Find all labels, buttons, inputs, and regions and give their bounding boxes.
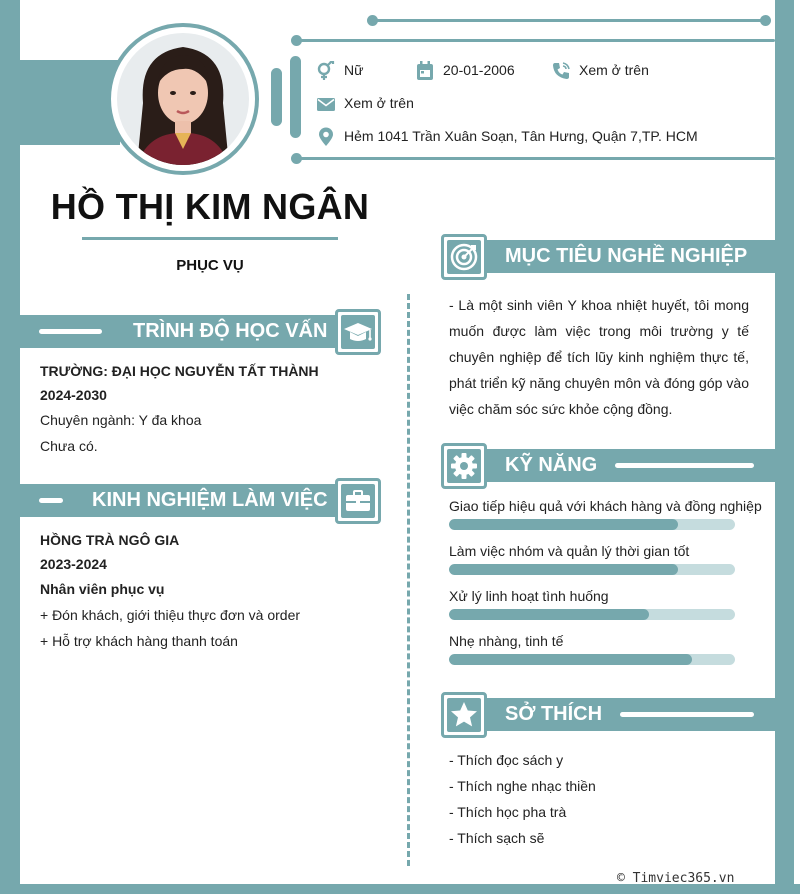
graduation-cap-icon (341, 315, 375, 349)
education-years: 2024-2030 (40, 387, 107, 403)
experience-duty: + Hỗ trợ khách hàng thanh toán (40, 633, 238, 649)
phone-icon (551, 61, 571, 81)
gear-icon (447, 449, 481, 483)
hobby-item: - Thích đọc sách y (449, 752, 564, 768)
skills-icon-box (441, 443, 487, 489)
experience-company: HỒNG TRÀ NGÔ GIA (40, 532, 180, 548)
experience-bar-line (39, 498, 63, 503)
briefcase-icon (341, 484, 375, 518)
footer-credit[interactable]: © Timviec365.vn (617, 871, 735, 886)
skill-label: Xử lý linh hoạt tình huống (449, 588, 609, 604)
skill-bar (449, 519, 735, 530)
hobbies-bar-line (620, 712, 754, 717)
experience-icon-box (335, 478, 381, 524)
header-top-line (372, 19, 770, 22)
frame-right (775, 0, 794, 894)
header-dot (760, 15, 771, 26)
hobby-item: - Thích nghe nhạc thiền (449, 778, 596, 794)
header-line (296, 157, 775, 160)
hobbies-title: SỞ THÍCH (505, 703, 603, 725)
mail-icon (316, 94, 336, 114)
skill-label: Giao tiếp hiệu quả với khách hàng và đồng nghiệp (449, 498, 762, 514)
skills-title: KỸ NĂNG (505, 454, 598, 476)
hobby-item: - Thích sạch sẽ (449, 830, 545, 846)
skill-bar (449, 609, 735, 620)
skill-bar (449, 654, 735, 665)
experience-role: Nhân viên phục vụ (40, 581, 165, 597)
calendar-icon (415, 61, 435, 81)
objective-text: - Là một sinh viên Y khoa nhiệt huyết, tôi mong muốn được làm việc trong môi trường y tế chuyên nghiệp để tích lũy kinh nghiệm thực tế, phát triển kỹ năng chuyên môn và đóng góp vào việc chăm sóc sức khỏe cộng đồng. (449, 297, 749, 417)
objective-icon-box (441, 234, 487, 280)
education-school: TRƯỜNG: ĐẠI HỌC NGUYỄN TẤT THÀNH (40, 363, 319, 379)
experience-title: KINH NGHIỆM LÀM VIỆC (92, 489, 328, 511)
education-title: TRÌNH ĐỘ HỌC VẤN (133, 320, 328, 342)
email-text: Xem ở trên (344, 95, 414, 111)
header-dot (291, 153, 302, 164)
star-icon (447, 698, 481, 732)
name-underline (82, 237, 338, 240)
education-note: Chưa có. (40, 438, 98, 454)
header-pill (290, 56, 301, 138)
header-band (0, 60, 120, 145)
skill-bar (449, 564, 735, 575)
location-icon (316, 127, 336, 147)
column-divider (407, 294, 410, 866)
education-bar-line (39, 329, 102, 334)
avatar-frame (107, 23, 259, 175)
header-dot (367, 15, 378, 26)
skill-label: Nhẹ nhàng, tinh tế (449, 633, 564, 649)
phone-text: Xem ở trên (579, 62, 649, 78)
header-pill (271, 68, 282, 126)
experience-duty: + Đón khách, giới thiệu thực đơn và order (40, 607, 301, 623)
experience-years: 2023-2024 (40, 556, 107, 572)
skill-bar-fill (449, 609, 649, 620)
hobby-item: - Thích học pha trà (449, 804, 567, 820)
candidate-position: PHỤC VỤ (176, 257, 244, 274)
hobbies-icon-box (441, 692, 487, 738)
header-line (296, 39, 775, 42)
education-icon-box (335, 309, 381, 355)
skill-label: Làm việc nhóm và quản lý thời gian tốt (449, 543, 690, 559)
gender-text: Nữ (344, 62, 364, 78)
target-icon (447, 240, 481, 274)
candidate-name: HỒ THỊ KIM NGÂN (50, 186, 370, 227)
avatar (117, 33, 249, 165)
skill-bar-fill (449, 519, 678, 530)
objective-title: MỤC TIÊU NGHỀ NGHIỆP (505, 245, 748, 267)
gender-icon (316, 61, 336, 81)
education-major: Chuyên ngành: Y đa khoa (40, 412, 202, 428)
skill-bar-fill (449, 564, 678, 575)
skills-bar-line (615, 463, 754, 468)
header-dot (291, 35, 302, 46)
skill-bar-fill (449, 654, 692, 665)
address-text: Hẻm 1041 Trần Xuân Soạn, Tân Hưng, Quận 7,TP. HCM (344, 128, 698, 144)
birthdate-text: 20-01-2006 (443, 62, 515, 78)
